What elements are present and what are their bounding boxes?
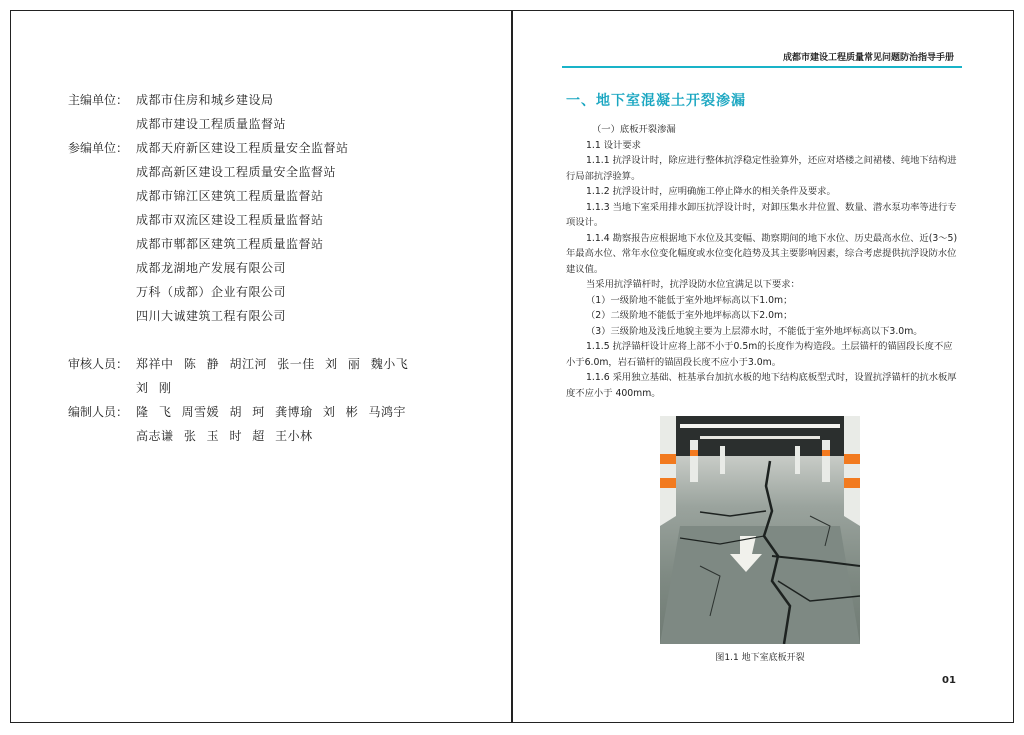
credit-row: [68, 208, 488, 232]
editors-label: 编制人员：: [68, 405, 129, 419]
reviewers-names-line-2: 刘 刚: [136, 381, 172, 395]
figure-caption: 图1.1 地下室底板开裂: [715, 653, 805, 663]
reviewers-row: [68, 352, 488, 376]
credit-row: [68, 112, 488, 136]
editors-row: [68, 400, 488, 424]
page-number: 01: [942, 675, 956, 686]
spacer: [68, 328, 488, 352]
paragraph: 1.1.5 抗浮锚杆设计应将上部不小于0.5m的长度作为构造段。土层锚杆的锚固段长度不应小于6.0m，岩石锚杆的锚固段长度不应小于3.0m。: [566, 341, 953, 368]
credit-value: 成都天府新区建设工程质量安全监督站: [136, 141, 349, 155]
header-rule: [562, 66, 962, 68]
reviewers-row: [68, 376, 488, 400]
credit-value: 成都高新区建设工程质量安全监督站: [136, 165, 337, 179]
editors-names-line-2: 高志谦 张 玉 时 超 王小林: [136, 429, 313, 443]
paragraph: 1.1.6 采用独立基础、桩基承台加抗水板的地下结构底板型式时，设置抗浮锚杆的抗水板厚度不应小于 400mm。: [566, 372, 957, 399]
credit-value: 成都市郫都区建筑工程质量监督站: [136, 237, 324, 251]
list-item: （2）二级阶地不能低于室外地坪标高以下2.0m；: [586, 310, 793, 321]
subsection-heading: （一）底板开裂渗漏: [592, 124, 676, 135]
credit-row: [68, 184, 488, 208]
credit-value: 四川大诚建筑工程有限公司: [136, 309, 287, 323]
credit-label: 主编单位：: [68, 93, 129, 107]
credit-value: 成都市双流区建设工程质量监督站: [136, 213, 324, 227]
clause-heading: 1.1 设计要求: [586, 139, 641, 151]
credit-value: 成都市建设工程质量监督站: [136, 117, 287, 131]
credit-row: [68, 232, 488, 256]
paragraph: 1.1.1 抗浮设计时，除应进行整体抗浮稳定性验算外，还应对塔楼之间裙楼、纯地下结构进行局部抗浮验算。: [566, 155, 957, 182]
paragraph: 1.1.4 勘察报告应根据地下水位及其变幅、勘察期间的地下水位、历史最高水位、近(3～5)年最高水位、常年水位变化幅度或水位变化趋势及其主要影响因素，综合考虑提供抗浮设防水位建议值。: [566, 232, 958, 275]
credit-row: [68, 88, 488, 112]
credit-row: [68, 160, 488, 184]
list-item: （1）一级阶地不能低于室外地坪标高以下1.0m；: [586, 294, 793, 306]
page-spine-divider: [511, 10, 513, 723]
credit-row: [68, 304, 488, 328]
credit-value: 万科（成都）企业有限公司: [136, 285, 287, 299]
paragraph: 1.1.3 当地下室采用排水卸压抗浮设计时，对卸压集水井位置、数量、潜水泵功率等进行专项设计。: [566, 201, 957, 228]
list-item: （3）三级阶地及浅丘地貌主要为上层滞水时，不能低于室外地坪标高以下3.0m。: [586, 325, 923, 337]
credit-value: 成都市锦江区建筑工程质量监督站: [136, 189, 324, 203]
credit-row: [68, 280, 488, 304]
paragraph: 1.1.2 抗浮设计时，应明确施工停止降水的相关条件及要求。: [586, 186, 836, 197]
figure-photo-cracked-basement-slab: [660, 416, 860, 644]
credit-value: 成都市住房和城乡建设局: [136, 93, 274, 107]
credit-row: [68, 256, 488, 280]
credits-block: [68, 88, 488, 448]
credit-row: [68, 136, 488, 160]
editors-row: [68, 424, 488, 448]
credit-value: 成都龙湖地产发展有限公司: [136, 261, 287, 275]
section-title: 一、地下室混凝土开裂渗漏: [566, 93, 746, 109]
reviewers-label: 审核人员：: [68, 357, 129, 371]
running-head: 成都市建设工程质量常见问题防治指导手册: [782, 53, 954, 63]
reviewers-names-line-1: 郑祥中 陈 静 胡江河 张一佳 刘 丽 魏小飞: [136, 357, 409, 371]
paragraph: 当采用抗浮锚杆时，抗浮设防水位宜满足以下要求：: [586, 279, 800, 290]
body-text: [566, 122, 958, 401]
credit-label: 参编单位：: [68, 141, 129, 155]
editors-names-line-1: 隆 飞 周雪媛 胡 珂 龚博瑜 刘 彬 马鸿宇: [136, 405, 407, 419]
